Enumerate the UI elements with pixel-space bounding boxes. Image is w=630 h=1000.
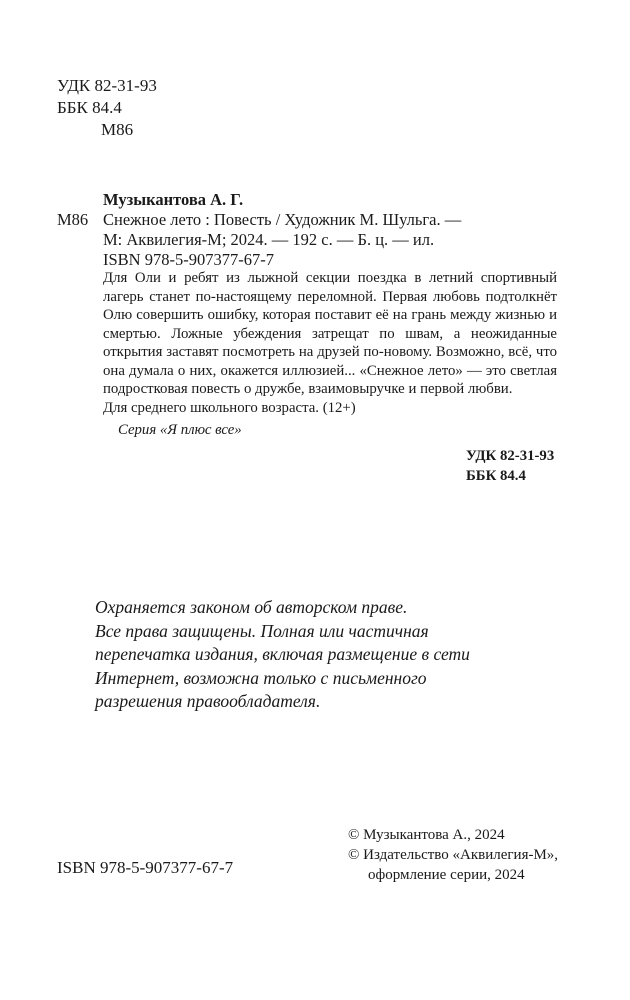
series-name: Серия «Я плюс все» bbox=[118, 422, 242, 438]
annotation bbox=[103, 269, 557, 417]
copyright-series-design: оформление серии, 2024 bbox=[368, 867, 525, 883]
udk-code: УДК 82-31-93 bbox=[57, 76, 157, 95]
bbk-code-right: ББК 84.4 bbox=[466, 468, 526, 484]
catalog-publisher-line: М: Аквилегия-М; 2024. — 192 с. — Б. ц. — ил. bbox=[103, 230, 435, 249]
classification-block-top bbox=[57, 75, 157, 141]
copyright-author: © Музыкантова А., 2024 bbox=[348, 827, 505, 843]
catalog-mark: М86 bbox=[57, 210, 89, 229]
copyright-notice-line: Интернет, возможна только с письменного bbox=[95, 667, 427, 688]
isbn-bottom: ISBN 978-5-907377-67-7 bbox=[57, 858, 234, 877]
copyright-publisher: © Издательство «Аквилегия-М», bbox=[348, 847, 559, 863]
author-mark: М86 bbox=[101, 120, 134, 139]
catalog-author: Музыкантова А. Г. bbox=[103, 190, 244, 209]
copyright-notice bbox=[95, 596, 470, 714]
bbk-code: ББК 84.4 bbox=[57, 98, 122, 117]
copyright-notice-line: Все права защищены. Полная или частичная bbox=[95, 620, 429, 641]
copyright-notice-line: Охраняется законом об авторском праве. bbox=[95, 597, 408, 617]
copyright-notice-line: разрешения правообладателя. bbox=[95, 691, 321, 711]
copyright-notice-line: перепечатка издания, включая размещение в сети bbox=[95, 644, 470, 664]
udk-code-right: УДК 82-31-93 bbox=[466, 448, 555, 464]
catalog-isbn: ISBN 978-5-907377-67-7 bbox=[103, 250, 274, 269]
age-rating: Для среднего школьного возраста. (12+) bbox=[103, 399, 356, 416]
catalog-title-line: Снежное лето : Повесть / Художник М. Шульга. — bbox=[103, 210, 462, 229]
catalog-title-row bbox=[57, 210, 562, 230]
classification-block-right bbox=[466, 446, 554, 486]
annotation-text: Для Оли и ребят из лыжной секции поездка в летний спортивный лагерь станет по-настоящему переломной. Первая любовь подтолкнёт Олю совершить ошибку, которая поставит её на грань между жизнью и смертью. Ложные убеждения затрещат по швам, а неожиданные открытия заставят посмотреть на друзей по-новому. Возможно, всё, что она думала о них, окажется иллюзией... «Снежное лето» — это светлая подростковая повесть о дружбе, взаимовыручке и первой любви. bbox=[103, 270, 557, 397]
copyright-holders bbox=[348, 825, 558, 885]
catalog-entry bbox=[57, 190, 562, 270]
